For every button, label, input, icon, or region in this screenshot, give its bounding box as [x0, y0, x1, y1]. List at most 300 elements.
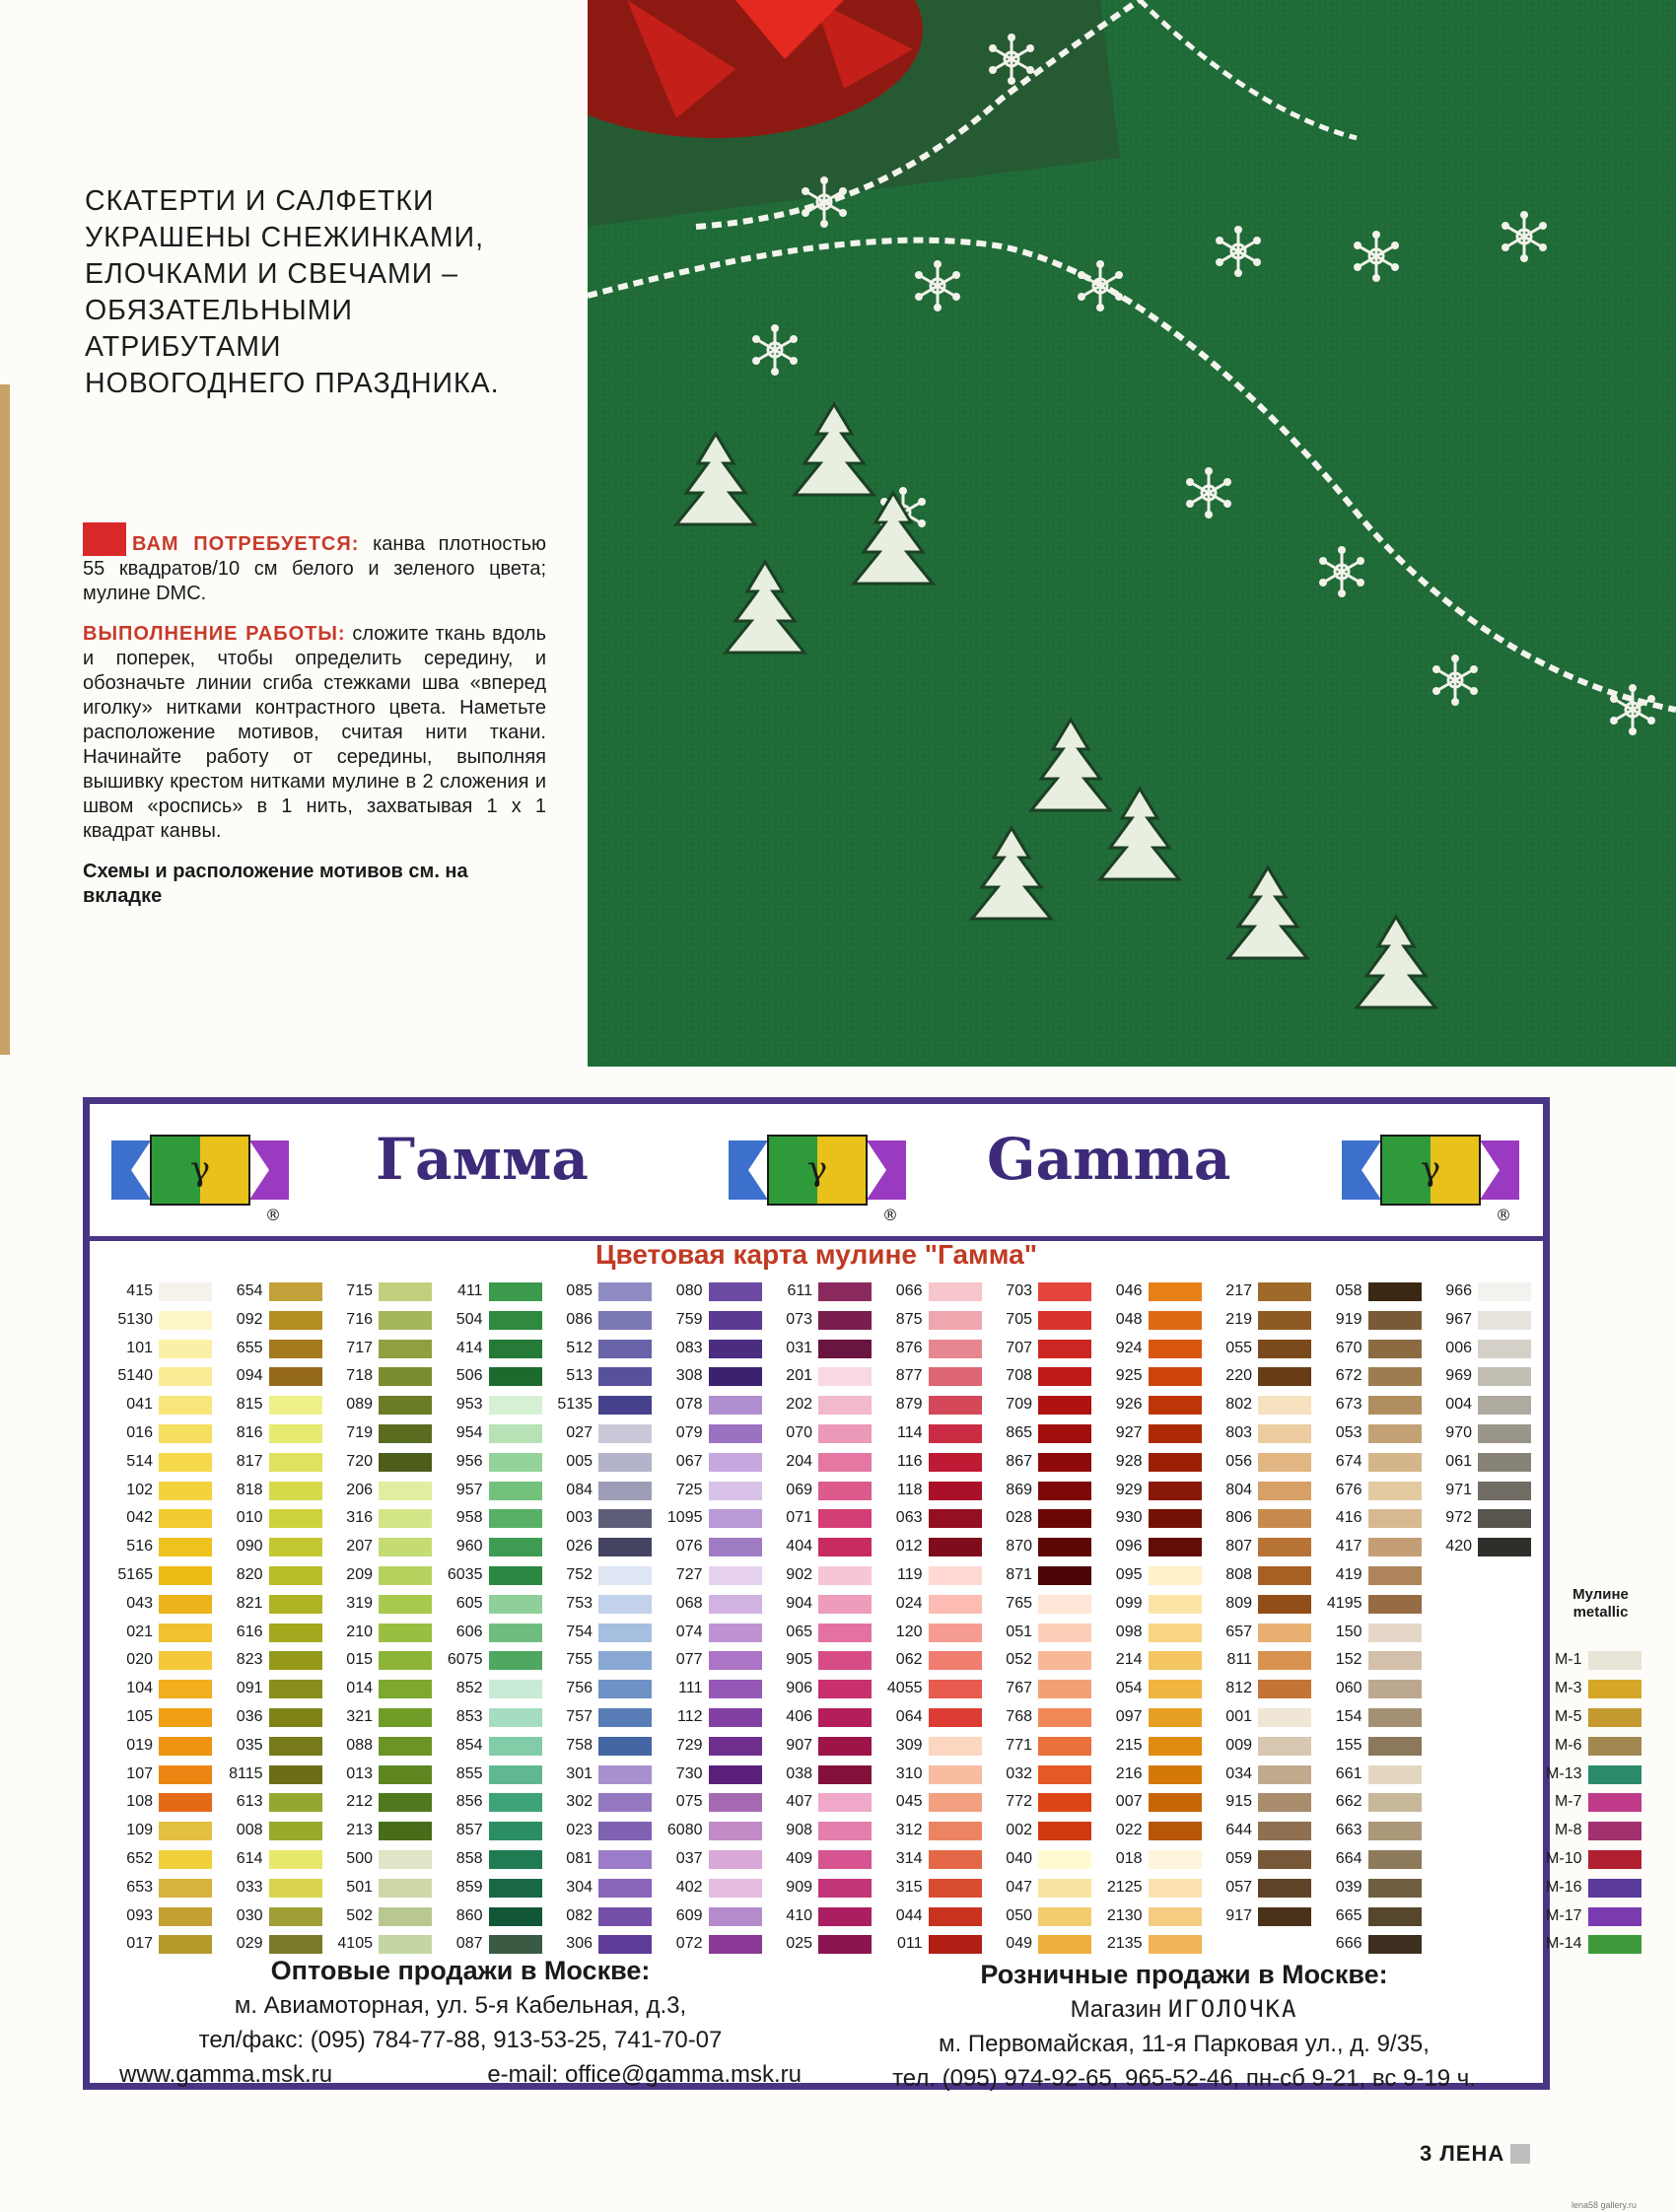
- color-swatch-entry: [1207, 1450, 1315, 1474]
- color-code: 4055: [886, 1680, 923, 1697]
- color-swatch-entry: [658, 1535, 766, 1558]
- color-swatch: [489, 1482, 542, 1500]
- color-swatch-entry: [438, 1563, 546, 1587]
- color-swatch-entry: [327, 1847, 436, 1871]
- color-card-grid: [107, 1279, 1629, 1960]
- color-code: 514: [126, 1452, 153, 1470]
- color-swatch-entry: [547, 1790, 656, 1814]
- color-swatch-entry: [1427, 1364, 1535, 1388]
- color-swatch-entry: [1207, 1421, 1315, 1445]
- color-swatch-entry: [767, 1364, 875, 1388]
- color-swatch-entry: [767, 1563, 875, 1587]
- color-swatch: [929, 1651, 982, 1670]
- color-swatch: [1038, 1453, 1091, 1472]
- color-code: 015: [346, 1651, 373, 1669]
- color-swatch: [929, 1850, 982, 1869]
- color-swatch: [1588, 1822, 1641, 1840]
- materials-paragraph: [83, 522, 546, 606]
- color-swatch-entry: [327, 1705, 436, 1729]
- color-code: 4195: [1326, 1594, 1362, 1612]
- color-swatch-entry: [877, 1705, 986, 1729]
- color-swatch-entry: [1317, 1592, 1426, 1616]
- color-code: 023: [566, 1822, 593, 1839]
- color-code: 5130: [117, 1310, 153, 1328]
- color-swatch-entry: [1097, 1677, 1206, 1700]
- shop-line: [839, 1992, 1529, 2027]
- color-swatch-entry: [1317, 1734, 1426, 1758]
- color-code: 958: [455, 1509, 483, 1527]
- color-swatch: [1588, 1737, 1641, 1756]
- color-code: 077: [675, 1651, 703, 1669]
- color-swatch-entry: [767, 1308, 875, 1332]
- color-swatch: [1149, 1793, 1202, 1812]
- color-swatch-entry: [218, 1279, 326, 1303]
- color-code: 817: [236, 1452, 263, 1470]
- color-swatch-entry: [107, 1763, 216, 1786]
- color-swatch: [1478, 1340, 1531, 1358]
- color-swatch: [1478, 1396, 1531, 1415]
- color-code: 069: [786, 1481, 812, 1498]
- color-code: 062: [895, 1651, 923, 1669]
- color-swatch: [379, 1907, 432, 1926]
- color-swatch: [709, 1482, 762, 1500]
- color-swatch-entry: [327, 1479, 436, 1502]
- color-code: 022: [1115, 1822, 1143, 1839]
- color-code: 120: [895, 1623, 923, 1640]
- color-swatch: [1149, 1624, 1202, 1642]
- color-swatch-entry: [1427, 1421, 1535, 1445]
- color-swatch-entry: [327, 1876, 436, 1900]
- color-swatch: [818, 1566, 872, 1585]
- color-code: 718: [346, 1367, 373, 1385]
- color-swatch: [1258, 1879, 1311, 1898]
- color-swatch: [818, 1737, 872, 1756]
- color-swatch-entry: [218, 1563, 326, 1587]
- color-code: 871: [1006, 1566, 1032, 1583]
- color-swatch-entry: [877, 1847, 986, 1871]
- color-swatch-entry: [658, 1705, 766, 1729]
- color-swatch: [1258, 1595, 1311, 1614]
- color-swatch: [1038, 1566, 1091, 1585]
- color-swatch-entry: [1097, 1479, 1206, 1502]
- color-swatch: [379, 1538, 432, 1556]
- color-swatch-entry: [547, 1535, 656, 1558]
- color-swatch-entry: [658, 1479, 766, 1502]
- color-swatch: [489, 1595, 542, 1614]
- color-swatch-entry: [1097, 1734, 1206, 1758]
- color-swatch: [269, 1367, 322, 1386]
- color-swatch: [489, 1935, 542, 1954]
- color-swatch: [1258, 1850, 1311, 1869]
- color-swatch-entry: [767, 1876, 875, 1900]
- color-swatch-entry: [547, 1677, 656, 1700]
- color-code: 516: [126, 1538, 153, 1555]
- color-code: 674: [1335, 1452, 1362, 1470]
- color-code: 865: [1006, 1424, 1032, 1441]
- color-code: 302: [566, 1793, 593, 1811]
- color-swatch: [598, 1651, 652, 1670]
- color-swatch-entry: [107, 1621, 216, 1644]
- color-code: 919: [1335, 1310, 1362, 1328]
- color-swatch-entry: [1207, 1592, 1315, 1616]
- color-code: 673: [1335, 1396, 1362, 1414]
- color-code: 512: [566, 1339, 593, 1356]
- color-swatch-entry: [1207, 1763, 1315, 1786]
- color-code: M-3: [1554, 1680, 1582, 1697]
- color-swatch: [1588, 1907, 1641, 1926]
- color-code: 806: [1225, 1509, 1252, 1527]
- color-swatch-entry: [987, 1592, 1095, 1616]
- color-swatch-entry: [877, 1308, 986, 1332]
- color-code: 006: [1445, 1339, 1472, 1356]
- color-swatch: [709, 1850, 762, 1869]
- color-code: 099: [1115, 1594, 1143, 1612]
- color-swatch: [489, 1453, 542, 1472]
- svg-text:γ: γ: [806, 1149, 828, 1189]
- color-swatch: [489, 1509, 542, 1528]
- color-swatch-entry: [987, 1535, 1095, 1558]
- color-swatch-entry: [987, 1876, 1095, 1900]
- color-swatch-entry: [327, 1364, 436, 1388]
- color-swatch-entry: [1317, 1450, 1426, 1474]
- color-code: 068: [675, 1594, 703, 1612]
- color-code: 670: [1335, 1339, 1362, 1356]
- color-swatch: [598, 1367, 652, 1386]
- color-code: 035: [236, 1736, 263, 1754]
- color-swatch-entry: [987, 1421, 1095, 1445]
- color-swatch-entry: [658, 1592, 766, 1616]
- color-swatch-entry: [1097, 1535, 1206, 1558]
- color-code: 084: [566, 1481, 593, 1498]
- color-code: 857: [455, 1822, 483, 1839]
- color-code: 209: [346, 1566, 373, 1583]
- color-swatch: [1149, 1879, 1202, 1898]
- scheme-note: Схемы и расположение мотивов см. на вкладке: [83, 861, 468, 907]
- color-swatch: [709, 1509, 762, 1528]
- color-swatch-entry: [658, 1393, 766, 1417]
- color-swatch-entry: [1097, 1506, 1206, 1530]
- color-swatch: [598, 1509, 652, 1528]
- color-swatch-entry: [438, 1308, 546, 1332]
- color-swatch-entry: [877, 1535, 986, 1558]
- color-code: 909: [786, 1878, 812, 1896]
- color-swatch-entry: [767, 1790, 875, 1814]
- color-swatch: [1478, 1538, 1531, 1556]
- color-swatch-entry: [658, 1563, 766, 1587]
- color-swatch: [598, 1850, 652, 1869]
- color-code: 876: [895, 1339, 923, 1356]
- color-swatch: [1368, 1367, 1422, 1386]
- color-swatch-entry: [877, 1648, 986, 1672]
- svg-text:®: ®: [1496, 1206, 1511, 1224]
- color-swatch: [929, 1509, 982, 1528]
- color-swatch-entry: [107, 1479, 216, 1502]
- color-swatch: [159, 1935, 212, 1954]
- color-code: 053: [1335, 1424, 1362, 1441]
- color-swatch-entry: [1317, 1847, 1426, 1871]
- color-swatch: [1588, 1935, 1641, 1954]
- color-swatch: [1368, 1737, 1422, 1756]
- color-swatch-entry: [218, 1450, 326, 1474]
- color-code: 310: [895, 1764, 923, 1782]
- color-swatch: [1258, 1282, 1311, 1301]
- color-swatch-entry: [1207, 1337, 1315, 1360]
- color-swatch: [1149, 1424, 1202, 1443]
- color-swatch-entry: [107, 1876, 216, 1900]
- color-swatch-entry: [547, 1763, 656, 1786]
- color-code: 309: [895, 1736, 923, 1754]
- color-swatch-entry: [1317, 1621, 1426, 1644]
- color-code: 811: [1226, 1651, 1252, 1669]
- color-swatch-entry: [218, 1847, 326, 1871]
- color-code: 074: [675, 1623, 703, 1640]
- color-swatch-entry: [327, 1506, 436, 1530]
- color-swatch: [929, 1340, 982, 1358]
- color-swatch: [1149, 1765, 1202, 1784]
- color-swatch: [489, 1822, 542, 1840]
- color-code: 018: [1115, 1850, 1143, 1867]
- color-swatch-entry: [547, 1393, 656, 1417]
- color-code: 755: [566, 1651, 593, 1669]
- color-swatch: [1258, 1680, 1311, 1698]
- color-swatch: [818, 1509, 872, 1528]
- tablecloth-illustration: [588, 0, 1676, 1067]
- color-swatch: [489, 1311, 542, 1330]
- color-swatch: [818, 1708, 872, 1727]
- color-swatch-entry: [327, 1279, 436, 1303]
- color-swatch-entry: [218, 1506, 326, 1530]
- color-code: 644: [1225, 1822, 1252, 1839]
- color-swatch: [1368, 1850, 1422, 1869]
- color-code: 312: [895, 1822, 923, 1839]
- color-code: 5165: [117, 1566, 153, 1583]
- color-swatch-entry: [107, 1904, 216, 1928]
- color-swatch-entry: [1427, 1393, 1535, 1417]
- color-code: 217: [1225, 1282, 1252, 1299]
- red-square-icon: [83, 522, 126, 556]
- magazine-name: ЛЕНА: [1439, 2141, 1505, 2166]
- color-code: 042: [126, 1509, 153, 1527]
- watermark: lena58 gallery.ru: [1571, 2200, 1637, 2210]
- color-swatch-entry: [877, 1932, 986, 1956]
- color-swatch: [489, 1737, 542, 1756]
- color-swatch-entry: [1097, 1563, 1206, 1587]
- color-swatch: [598, 1737, 652, 1756]
- color-code: 056: [1225, 1452, 1252, 1470]
- color-code: 725: [675, 1481, 703, 1498]
- color-swatch-entry: [218, 1592, 326, 1616]
- color-swatch: [489, 1850, 542, 1869]
- color-swatch: [379, 1566, 432, 1585]
- color-swatch: [818, 1879, 872, 1898]
- color-swatch: [598, 1282, 652, 1301]
- color-swatch: [1149, 1453, 1202, 1472]
- color-swatch: [1368, 1340, 1422, 1358]
- color-code: 6075: [447, 1651, 483, 1669]
- color-code: 419: [1335, 1566, 1362, 1583]
- color-swatch: [1368, 1566, 1422, 1585]
- color-swatch: [159, 1482, 212, 1500]
- brand-name-en: Gamma: [987, 1126, 1231, 1193]
- color-code: 202: [786, 1396, 812, 1414]
- color-code: 011: [896, 1935, 923, 1953]
- color-swatch: [929, 1907, 982, 1926]
- color-swatch: [159, 1566, 212, 1585]
- color-swatch: [489, 1907, 542, 1926]
- color-code: 065: [786, 1623, 812, 1640]
- color-swatch-entry: [1317, 1364, 1426, 1388]
- gamma-logo-icon: [111, 1126, 289, 1224]
- color-swatch-entry: [547, 1308, 656, 1332]
- color-swatch: [1038, 1737, 1091, 1756]
- color-swatch-entry: [107, 1364, 216, 1388]
- color-swatch: [929, 1935, 982, 1954]
- color-swatch-entry: [107, 1337, 216, 1360]
- color-code: 037: [675, 1850, 703, 1867]
- color-swatch: [1149, 1737, 1202, 1756]
- color-swatch-entry: [1097, 1790, 1206, 1814]
- color-swatch: [1258, 1482, 1311, 1500]
- website-link[interactable]: www.gamma.msk.ru: [119, 2061, 333, 2088]
- gamma-advertisement: [83, 1097, 1629, 2092]
- color-swatch: [1149, 1708, 1202, 1727]
- color-swatch-entry: [1537, 1904, 1645, 1928]
- color-swatch: [1038, 1509, 1091, 1528]
- color-swatch: [269, 1482, 322, 1500]
- color-swatch: [929, 1453, 982, 1472]
- color-code: 020: [126, 1651, 153, 1669]
- color-code: 152: [1335, 1651, 1362, 1669]
- color-swatch-entry: [1317, 1677, 1426, 1700]
- color-swatch-entry: [877, 1337, 986, 1360]
- color-swatch-entry: [107, 1790, 216, 1814]
- svg-text:γ: γ: [1420, 1149, 1441, 1189]
- color-swatch-entry: [1537, 1705, 1645, 1729]
- color-code: 609: [675, 1906, 703, 1924]
- page-edge: [0, 384, 10, 1055]
- color-code: 308: [675, 1367, 703, 1385]
- color-swatch-entry: [1097, 1364, 1206, 1388]
- color-swatch-entry: [218, 1621, 326, 1644]
- color-swatch: [1258, 1651, 1311, 1670]
- color-swatch-entry: [1097, 1621, 1206, 1644]
- color-code: 315: [895, 1878, 923, 1896]
- color-swatch: [159, 1367, 212, 1386]
- color-swatch: [1368, 1793, 1422, 1812]
- color-swatch-entry: [1317, 1819, 1426, 1842]
- color-code: 150: [1335, 1623, 1362, 1640]
- color-card-title: Цветовая карта мулине "Гамма": [595, 1239, 1037, 1270]
- color-swatch-entry: [547, 1819, 656, 1842]
- color-swatch: [1149, 1311, 1202, 1330]
- retail-block: [839, 1958, 1529, 2096]
- color-swatch: [269, 1282, 322, 1301]
- color-swatch: [489, 1424, 542, 1443]
- color-swatch: [1258, 1624, 1311, 1642]
- color-code: 109: [126, 1822, 153, 1839]
- color-code: 034: [1225, 1764, 1252, 1782]
- color-swatch: [159, 1879, 212, 1898]
- color-swatch: [379, 1482, 432, 1500]
- color-swatch-entry: [767, 1279, 875, 1303]
- color-swatch: [379, 1453, 432, 1472]
- color-swatch-entry: [438, 1621, 546, 1644]
- color-swatch: [1478, 1509, 1531, 1528]
- color-swatch-entry: [658, 1819, 766, 1842]
- color-code: 079: [675, 1424, 703, 1441]
- color-swatch: [1038, 1822, 1091, 1840]
- color-swatch-entry: [658, 1847, 766, 1871]
- color-swatch: [159, 1850, 212, 1869]
- color-code: 086: [566, 1310, 593, 1328]
- color-code: 025: [786, 1935, 812, 1953]
- color-code: 661: [1335, 1764, 1362, 1782]
- color-swatch: [929, 1680, 982, 1698]
- color-code: 101: [126, 1339, 153, 1356]
- color-swatch: [269, 1879, 322, 1898]
- color-swatch-entry: [107, 1932, 216, 1956]
- color-code: 5140: [117, 1367, 153, 1385]
- color-swatch: [1588, 1850, 1641, 1869]
- color-swatch-entry: [1097, 1308, 1206, 1332]
- color-swatch-entry: [1317, 1763, 1426, 1786]
- color-swatch-entry: [438, 1648, 546, 1672]
- color-swatch: [929, 1595, 982, 1614]
- color-code: 614: [236, 1850, 263, 1867]
- color-swatch-entry: [1097, 1763, 1206, 1786]
- color-code: 730: [675, 1764, 703, 1782]
- color-code: 029: [236, 1935, 263, 1953]
- color-swatch-entry: [547, 1904, 656, 1928]
- color-code: 823: [236, 1651, 263, 1669]
- color-code: 410: [786, 1906, 812, 1924]
- color-swatch: [379, 1879, 432, 1898]
- color-swatch: [818, 1424, 872, 1443]
- instructions: [83, 522, 546, 925]
- color-code: 915: [1225, 1793, 1252, 1811]
- color-swatch-entry: [1317, 1648, 1426, 1672]
- color-code: 954: [455, 1424, 483, 1441]
- color-code: M-8: [1554, 1822, 1582, 1839]
- color-swatch: [1038, 1651, 1091, 1670]
- color-swatch-entry: [547, 1621, 656, 1644]
- color-swatch: [1258, 1509, 1311, 1528]
- color-code: 073: [786, 1310, 812, 1328]
- color-swatch-entry: [547, 1932, 656, 1956]
- color-code: 409: [786, 1850, 812, 1867]
- color-code: 869: [1006, 1481, 1032, 1498]
- color-code: 026: [566, 1538, 593, 1555]
- color-code: 212: [346, 1793, 373, 1811]
- color-code: 417: [1335, 1538, 1362, 1555]
- color-code: 858: [455, 1850, 483, 1867]
- color-swatch: [1368, 1765, 1422, 1784]
- color-swatch-entry: [1537, 1932, 1645, 1956]
- color-code: 304: [566, 1878, 593, 1896]
- color-swatch: [1038, 1538, 1091, 1556]
- color-code: 001: [1225, 1708, 1252, 1725]
- color-code: 219: [1225, 1310, 1252, 1328]
- color-swatch: [818, 1538, 872, 1556]
- email-link[interactable]: e-mail: office@gamma.msk.ru: [487, 2061, 802, 2088]
- color-code: 040: [1006, 1850, 1032, 1867]
- color-swatch-entry: [327, 1621, 436, 1644]
- color-swatch-entry: [987, 1904, 1095, 1928]
- color-swatch-entry: [1207, 1734, 1315, 1758]
- color-swatch-entry: [1537, 1847, 1645, 1871]
- color-code: 112: [676, 1708, 703, 1725]
- color-swatch: [379, 1311, 432, 1330]
